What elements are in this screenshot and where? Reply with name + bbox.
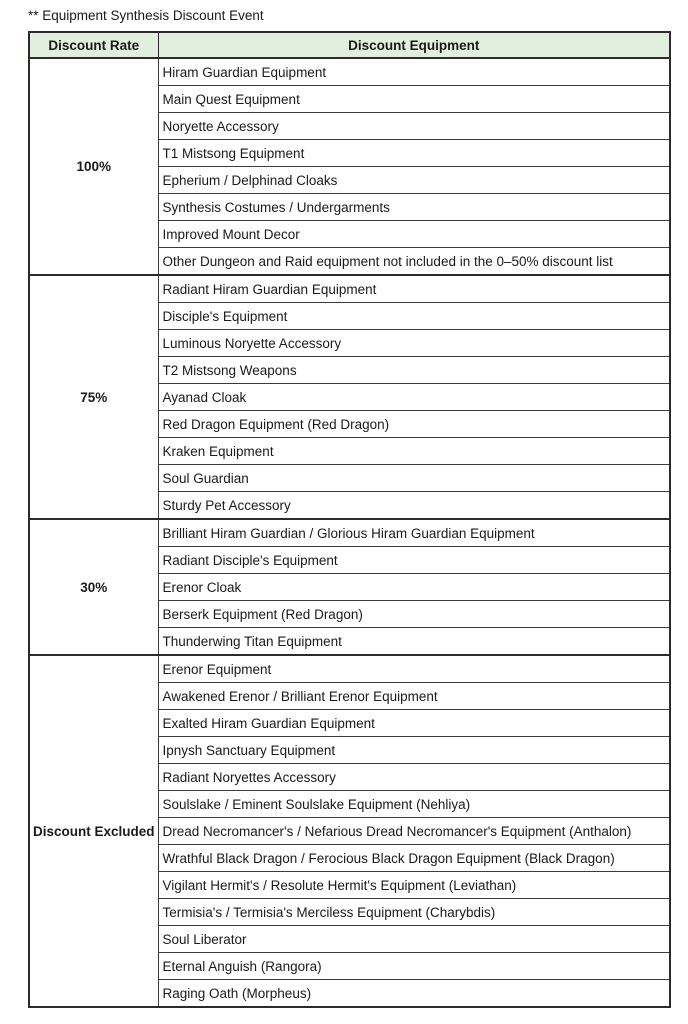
- equipment-cell: Synthesis Costumes / Undergarments: [158, 194, 670, 221]
- table-row: [29, 275, 670, 303]
- discount-rate-cell: 100%: [29, 58, 158, 275]
- equipment-cell: Noryette Accessory: [158, 113, 670, 140]
- page-title: ** Equipment Synthesis Discount Event: [28, 8, 264, 23]
- equipment-cell: Erenor Equipment: [158, 655, 670, 683]
- discount-rate-cell: Discount Excluded: [29, 655, 158, 1007]
- equipment-cell: Radiant Hiram Guardian Equipment: [158, 275, 670, 303]
- discount-table: [28, 31, 671, 1008]
- table-row: [29, 655, 670, 683]
- table-row: [29, 519, 670, 547]
- equipment-cell: Vigilant Hermit's / Resolute Hermit's Equipment (Leviathan): [158, 872, 670, 899]
- equipment-cell: Erenor Cloak: [158, 574, 670, 601]
- equipment-cell: Red Dragon Equipment (Red Dragon): [158, 411, 670, 438]
- equipment-cell: T1 Mistsong Equipment: [158, 140, 670, 167]
- equipment-cell: Soul Liberator: [158, 926, 670, 953]
- equipment-cell: Luminous Noryette Accessory: [158, 330, 670, 357]
- equipment-cell: Exalted Hiram Guardian Equipment: [158, 710, 670, 737]
- equipment-cell: Ipnysh Sanctuary Equipment: [158, 737, 670, 764]
- discount-table-body: [29, 58, 670, 1007]
- equipment-cell: Kraken Equipment: [158, 438, 670, 465]
- equipment-cell: Soulslake / Eminent Soulslake Equipment (Nehliya): [158, 791, 670, 818]
- column-header-discount-rate: Discount Rate: [29, 32, 158, 58]
- equipment-cell: Wrathful Black Dragon / Ferocious Black Dragon Equipment (Black Dragon): [158, 845, 670, 872]
- equipment-cell: Termisia's / Termisia's Merciless Equipment (Charybdis): [158, 899, 670, 926]
- equipment-cell: Eternal Anguish (Rangora): [158, 953, 670, 980]
- equipment-cell: Hiram Guardian Equipment: [158, 58, 670, 86]
- equipment-cell: Sturdy Pet Accessory: [158, 492, 670, 520]
- table-row: [29, 58, 670, 86]
- equipment-cell: Thunderwing Titan Equipment: [158, 628, 670, 656]
- equipment-cell: Soul Guardian: [158, 465, 670, 492]
- discount-rate-cell: 75%: [29, 275, 158, 519]
- equipment-cell: Ayanad Cloak: [158, 384, 670, 411]
- equipment-cell: Awakened Erenor / Brilliant Erenor Equipment: [158, 683, 670, 710]
- equipment-cell: Raging Oath (Morpheus): [158, 980, 670, 1008]
- equipment-cell: Dread Necromancer's / Nefarious Dread Necromancer's Equipment (Anthalon): [158, 818, 670, 845]
- equipment-cell: Radiant Disciple's Equipment: [158, 547, 670, 574]
- equipment-cell: Radiant Noryettes Accessory: [158, 764, 670, 791]
- discount-rate-cell: 30%: [29, 519, 158, 655]
- equipment-cell: Main Quest Equipment: [158, 86, 670, 113]
- equipment-cell: Disciple's Equipment: [158, 303, 670, 330]
- equipment-cell: Berserk Equipment (Red Dragon): [158, 601, 670, 628]
- equipment-cell: Improved Mount Decor: [158, 221, 670, 248]
- table-header-row: [29, 32, 670, 58]
- equipment-cell: Brilliant Hiram Guardian / Glorious Hiram Guardian Equipment: [158, 519, 670, 547]
- equipment-cell: Other Dungeon and Raid equipment not included in the 0–50% discount list: [158, 248, 670, 276]
- column-header-discount-equipment: Discount Equipment: [158, 32, 670, 58]
- equipment-cell: Epherium / Delphinad Cloaks: [158, 167, 670, 194]
- equipment-cell: T2 Mistsong Weapons: [158, 357, 670, 384]
